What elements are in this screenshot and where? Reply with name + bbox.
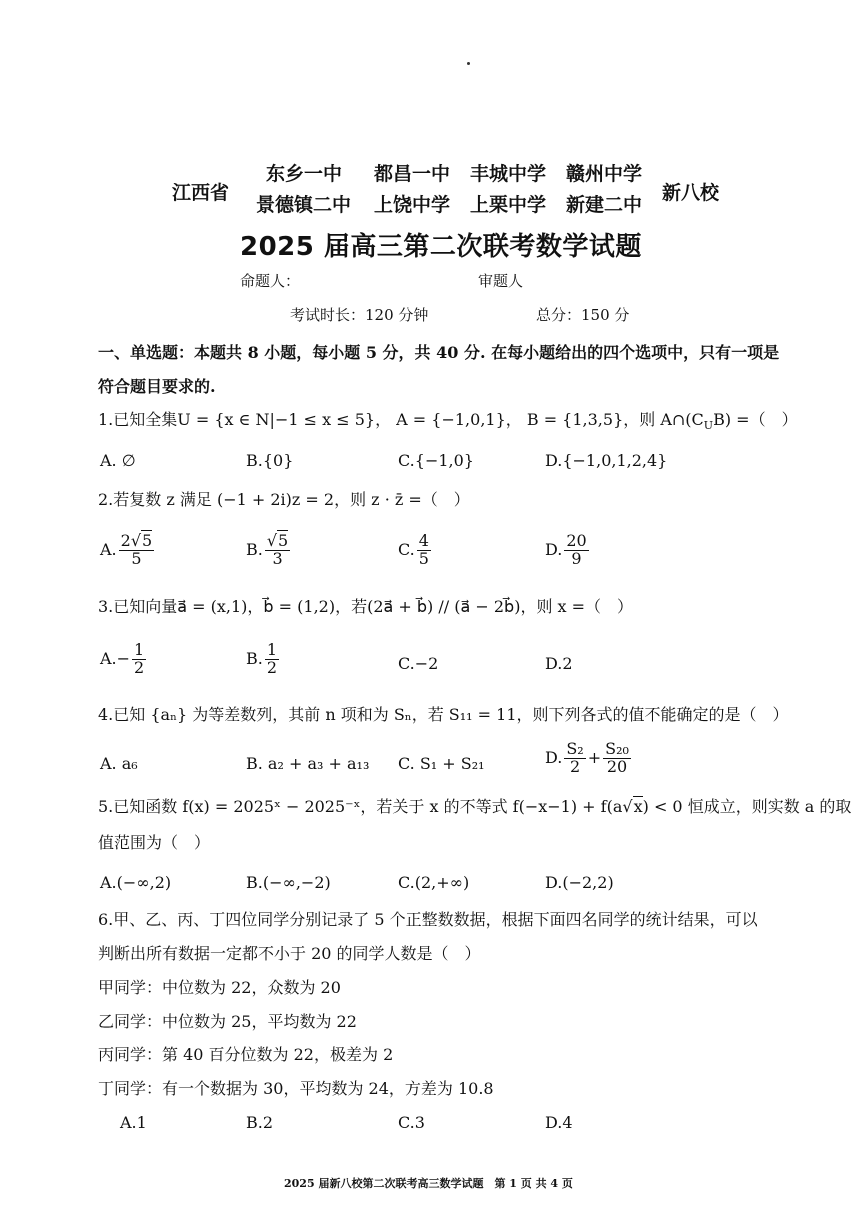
school-row1-3: 丰城中学 — [470, 163, 547, 185]
q5-option-b[interactable]: B.(−∞,−2) — [246, 873, 331, 892]
student-yi: 乙同学：中位数为 25，平均数为 22 — [98, 1012, 357, 1031]
q4-option-a[interactable]: A. a₆ — [100, 754, 138, 773]
q2-option-a[interactable]: A. $\frac{2√5}{5}$ — [100, 531, 153, 568]
page-footer: 2025 届新八校第二次联考高三数学试题 第 1 页 共 4 页 — [284, 1177, 573, 1190]
section-heading-cont: 符合题目要求的. — [98, 377, 216, 396]
question-3-stem: 3.已知向量a⃗ = (x,1)，b⃗ = (1,2)，若(2a⃗ + b⃗) // (a⃗ − 2b⃗)，则 x =（ ） — [98, 597, 634, 616]
question-4-stem: 4.已知 {aₙ} 为等差数列，其前 n 项和为 Sₙ，若 S₁₁ = 11，则下列各式的值不能确定的是（ ） — [98, 705, 789, 724]
q1-option-d[interactable]: D.{−1,0,1,2,4} — [545, 451, 668, 470]
q3-option-c[interactable]: C.−2 — [398, 654, 439, 673]
q4-option-c[interactable]: C. S₁ + S₂₁ — [398, 754, 485, 773]
q3-option-a[interactable]: A.− $\frac{1}{2}$ — [100, 640, 145, 677]
scan-dot — [467, 62, 470, 65]
question-5-stem: 5.已知函数 f(x) = 2025ˣ − 2025⁻ˣ，若关于 x 的不等式 f(−x−1) + f(a√x) < 0 恒成立，则实数 a 的取 — [98, 797, 852, 816]
question-6-stem-cont: 判断出所有数据一定都不小于 20 的同学人数是（ ） — [98, 944, 481, 963]
q5-option-c[interactable]: C.(2,+∞) — [398, 873, 470, 892]
q2-option-c[interactable]: C. $\frac{4}{5}$ — [398, 531, 429, 568]
total-score-label: 总分：150 分 — [536, 306, 630, 324]
q4-option-d[interactable]: D. $\frac{\text{S₂}}{2}$ + $\frac{\text{S₂₀}}{20}$ — [545, 739, 629, 776]
q3-option-b[interactable]: B. $\frac{1}{2}$ — [246, 640, 278, 677]
q4-option-b[interactable]: B. a₂ + a₃ + a₁₃ — [246, 754, 370, 773]
student-ding: 丁同学：有一个数据为 30，平均数为 24，方差为 10.8 — [98, 1079, 494, 1098]
school-row2-3: 上栗中学 — [470, 194, 547, 216]
q6-option-d[interactable]: D.4 — [545, 1113, 573, 1132]
q1-option-b[interactable]: B.{0} — [246, 451, 294, 470]
province-label: 江西省 — [172, 182, 230, 204]
question-6-stem: 6.甲、乙、丙、丁四位同学分别记录了 5 个正整数数据，根据下面四名同学的统计结果，可以 — [98, 910, 758, 929]
school-row1-1: 东乡一中 — [266, 163, 343, 185]
q1-option-c[interactable]: C.{−1,0} — [398, 451, 474, 470]
q6-option-a[interactable]: A.1 — [120, 1113, 147, 1132]
school-row2-4: 新建二中 — [566, 194, 643, 216]
student-bing: 丙同学：第 40 百分位数为 22，极差为 2 — [98, 1045, 394, 1064]
question-2-stem: 2.若复数 z 满足 (−1 + 2i)z = 2，则 z · z̄ =（ ） — [98, 490, 470, 509]
setter-label: 命题人： — [240, 272, 301, 290]
q2-option-b[interactable]: B. $\frac{√5}{3}$ — [246, 531, 289, 568]
school-row2-2: 上饶中学 — [374, 194, 451, 216]
question-5-stem-cont: 值范围为（ ） — [98, 833, 211, 852]
group-label: 新八校 — [662, 182, 720, 204]
school-row1-2: 都昌一中 — [374, 163, 451, 185]
q5-option-d[interactable]: D.(−2,2) — [545, 873, 614, 892]
school-row2-1: 景德镇二中 — [256, 194, 352, 216]
duration-label: 考试时长：120 分钟 — [290, 306, 429, 324]
q1-option-a[interactable]: A. ∅ — [100, 451, 136, 470]
q3-option-d[interactable]: D.2 — [545, 654, 573, 673]
section-heading: 一、单选题：本题共 8 小题，每小题 5 分，共 40 分. 在每小题给出的四个选项中，只有一项是 — [98, 343, 780, 362]
q5-option-a[interactable]: A.(−∞,2) — [100, 873, 172, 892]
question-1-stem: 1.已知全集U = {x ∈ N|−1 ≤ x ≤ 5}， A = {−1,0,1}， B = {1,3,5}，则 $A\cap(C_UB)$ =（ ） — [98, 410, 798, 433]
school-row1-4: 赣州中学 — [566, 163, 643, 185]
student-jia: 甲同学：中位数为 22，众数为 20 — [98, 978, 341, 997]
q6-option-c[interactable]: C.3 — [398, 1113, 425, 1132]
exam-title: 2025 届高三第二次联考数学试题 — [240, 232, 642, 262]
reviewer-label: 审题人 — [478, 272, 524, 290]
q2-option-d[interactable]: D. $\frac{20}{9}$ — [545, 531, 587, 568]
q6-option-b[interactable]: B.2 — [246, 1113, 274, 1132]
